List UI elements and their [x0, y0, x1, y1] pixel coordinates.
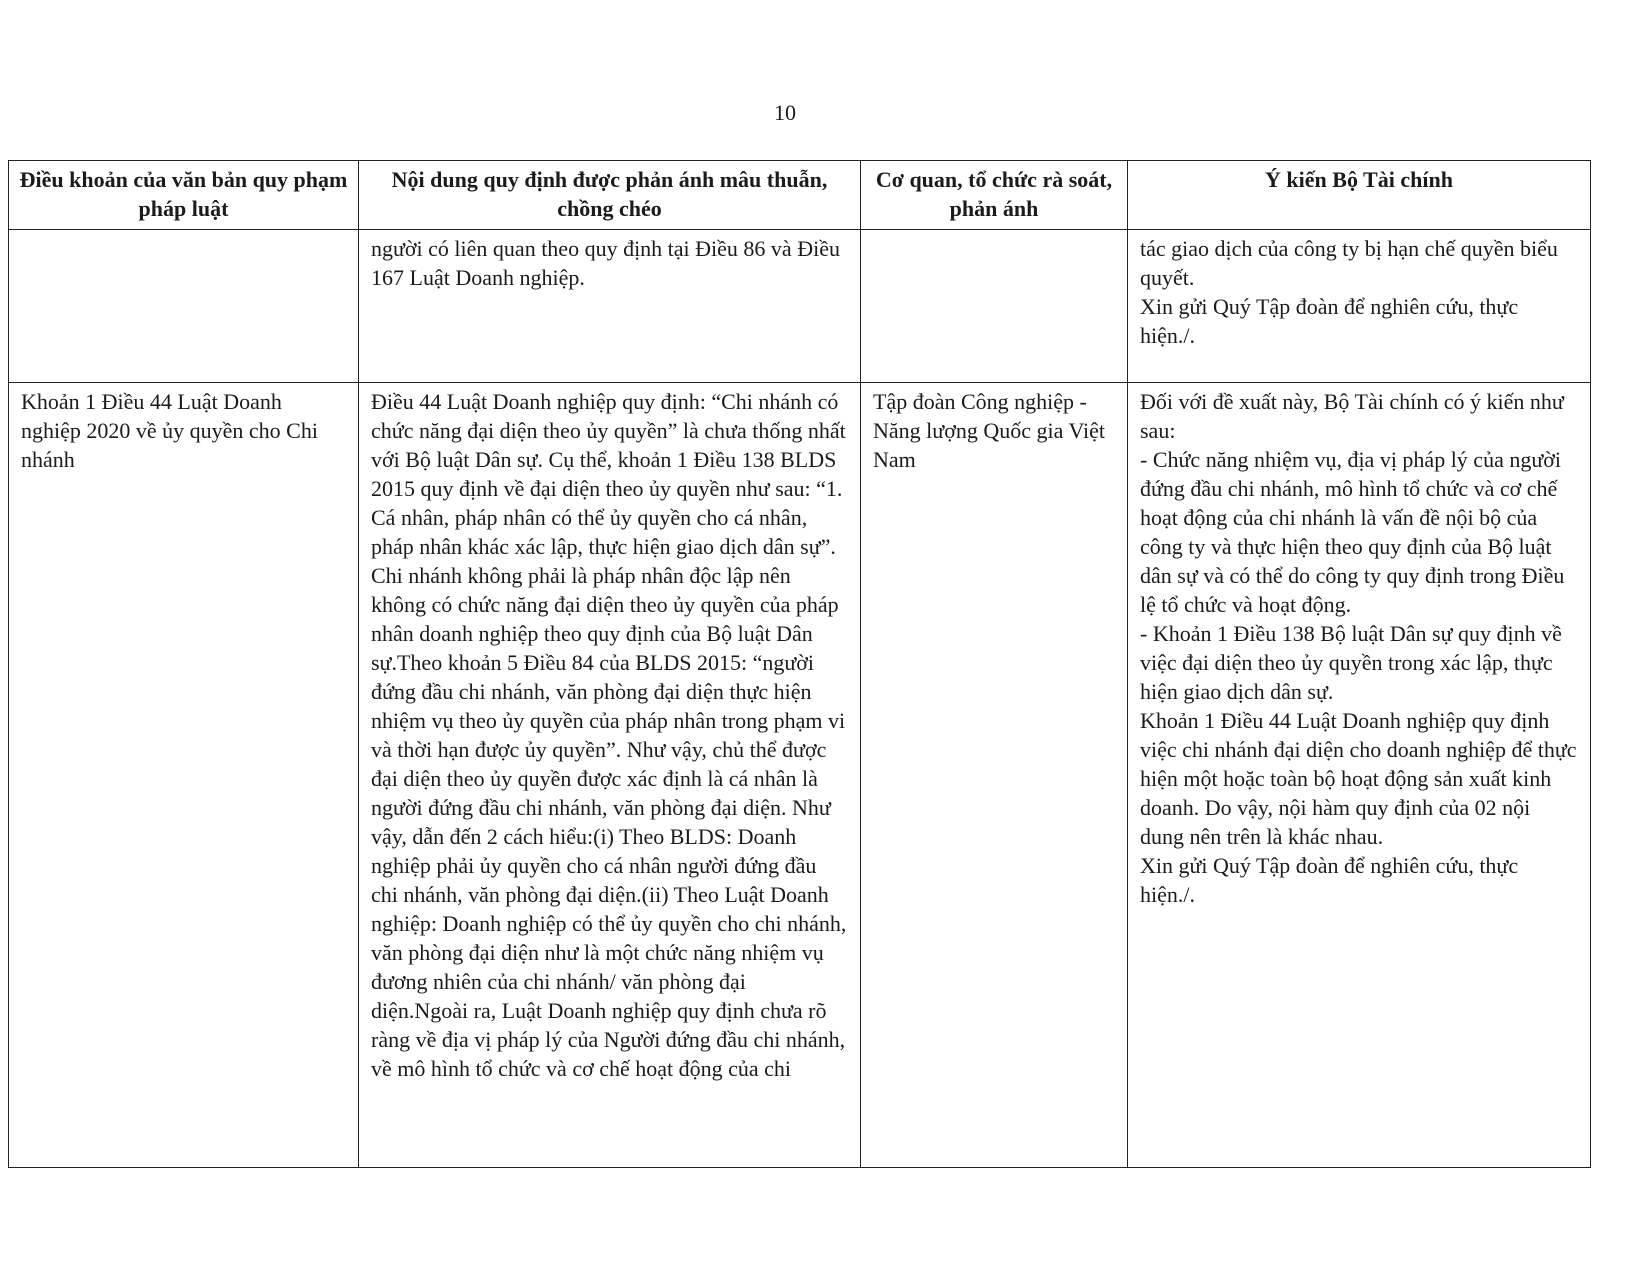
header-agency: Cơ quan, tổ chức rà soát, phản ánh [861, 161, 1128, 230]
cell-content: người có liên quan theo quy định tại Điều 86 và Điều 167 Luật Doanh nghiệp. [359, 230, 861, 383]
cell-provision [9, 230, 359, 383]
table-header-row [9, 161, 1591, 230]
regulation-review-table [8, 160, 1591, 1168]
cell-agency [861, 230, 1128, 383]
cell-opinion: Đối với đề xuất này, Bộ Tài chính có ý kiến như sau: - Chức năng nhiệm vụ, địa vị pháp lý của người đứng đầu chi nhánh, mô hình tổ chức và cơ chế hoạt động của chi nhánh là vấn đề nội bộ của công ty và thực hiện theo quy định của Bộ luật dân sự và có thể do công ty quy định trong Điều lệ tổ chức và hoạt động. - Khoản 1 Điều 138 Bộ luật Dân sự quy định về việc đại diện theo ủy quyền trong xác lập, thực hiện giao dịch dân sự. Khoản 1 Điều 44 Luật Doanh nghiệp quy định việc chi nhánh đại diện cho doanh nghiệp để thực hiện một hoặc toàn bộ hoạt động sản xuất kinh doanh. Do vậy, nội hàm quy định của 02 nội dung nên trên là khác nhau. Xin gửi Quý Tập đoàn để nghiên cứu, thực hiện./. [1128, 383, 1591, 1168]
page-number: 10 [774, 100, 796, 125]
cell-agency: Tập đoàn Công nghiệp - Năng lượng Quốc gia Việt Nam [861, 383, 1128, 1168]
table-row [9, 230, 1591, 383]
header-content: Nội dung quy định được phản ánh mâu thuẫn, chồng chéo [359, 161, 861, 230]
header-provision: Điều khoản của văn bản quy phạm pháp luật [9, 161, 359, 230]
table-row [9, 383, 1591, 1168]
header-opinion: Ý kiến Bộ Tài chính [1128, 161, 1591, 230]
cell-opinion: tác giao dịch của công ty bị hạn chế quyền biểu quyết. Xin gửi Quý Tập đoàn để nghiên cứu, thực hiện./. [1128, 230, 1591, 383]
cell-provision: Khoản 1 Điều 44 Luật Doanh nghiệp 2020 về ủy quyền cho Chi nhánh [9, 383, 359, 1168]
cell-content: Điều 44 Luật Doanh nghiệp quy định: “Chi nhánh có chức năng đại diện theo ủy quyền” là chưa thống nhất với Bộ luật Dân sự. Cụ thể, khoản 1 Điều 138 BLDS 2015 quy định về đại diện theo ủy quyền như sau: “1. Cá nhân, pháp nhân có thể ủy quyền cho cá nhân, pháp nhân khác xác lập, thực hiện giao dịch dân sự”. Chi nhánh không phải là pháp nhân độc lập nên không có chức năng đại diện theo ủy quyền của pháp nhân doanh nghiệp theo quy định của Bộ luật Dân sự.Theo khoản 5 Điều 84 của BLDS 2015: “người đứng đầu chi nhánh, văn phòng đại diện thực hiện nhiệm vụ theo ủy quyền của pháp nhân trong phạm vi và thời hạn được ủy quyền”. Như vậy, chủ thể được đại diện theo ủy quyền được xác định là cá nhân là người đứng đầu chi nhánh, văn phòng đại diện. Như vậy, dẫn đến 2 cách hiểu:(i) Theo BLDS: Doanh nghiệp phải ủy quyền cho cá nhân người đứng đầu chi nhánh, văn phòng đại diện.(ii) Theo Luật Doanh nghiệp: Doanh nghiệp có thể ủy quyền cho chi nhánh, văn phòng đại diện như là một chức năng nhiệm vụ đương nhiên của chi nhánh/ văn phòng đại diện.Ngoài ra, Luật Doanh nghiệp quy định chưa rõ ràng về địa vị pháp lý của Người đứng đầu chi nhánh, về mô hình tổ chức và cơ chế hoạt động của chi [359, 383, 861, 1168]
